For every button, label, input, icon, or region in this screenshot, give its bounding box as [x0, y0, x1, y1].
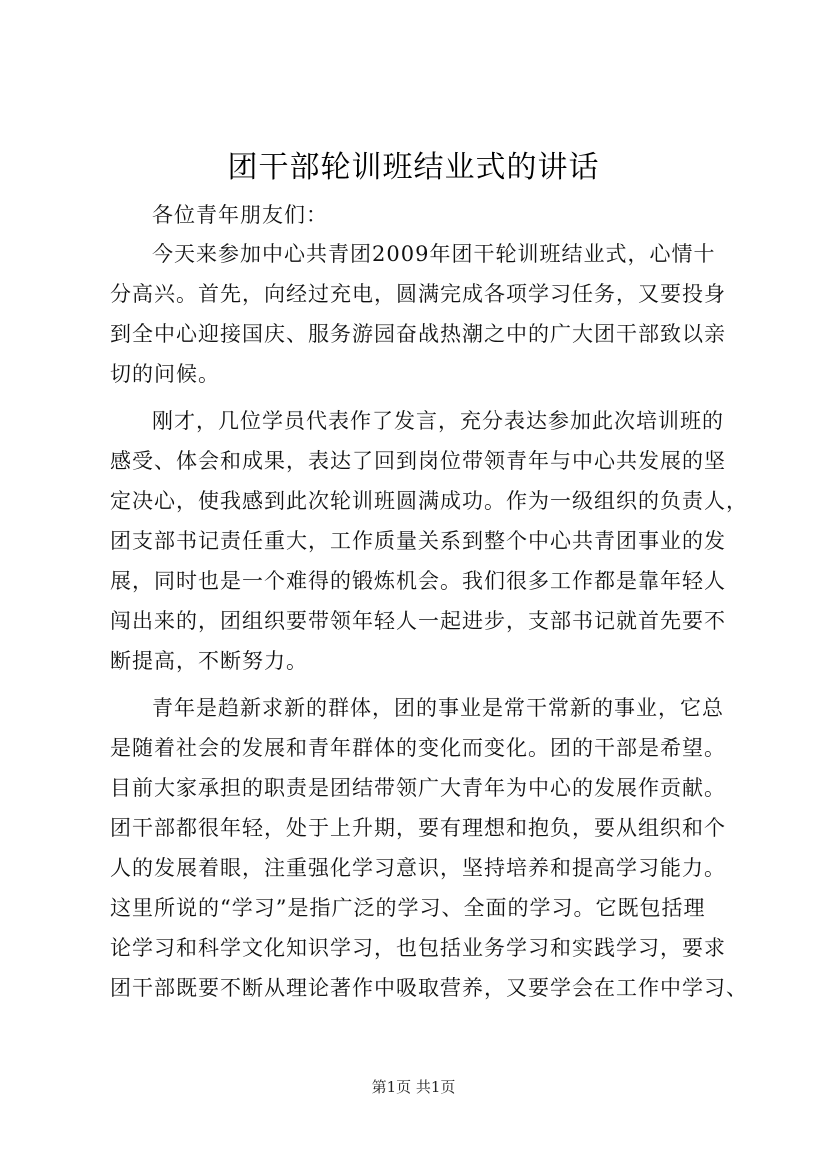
text-line: 到全中心迎接国庆、服务游园奋战热潮之中的广大团干部致以亲: [110, 322, 726, 346]
text-line: 团支部书记责任重大，工作质量关系到整个中心共青团事业的发: [110, 529, 726, 553]
text-line: 定决心，使我感到此次轮训班圆满成功。作为一级组织的负责人，: [110, 489, 748, 513]
text-line: 切的问候。: [110, 362, 220, 386]
text-line: 论学习和科学文化知识学习，也包括业务学习和实践学习，要求: [110, 936, 726, 960]
text-line: 这里所说的“学习”是指广泛的学习、全面的学习。它既包括理: [110, 896, 706, 920]
text-line: 今天来参加中心共青团2009年团干轮训班结业式，心情十: [152, 242, 716, 266]
text-line: 感受、体会和成果，表达了回到岗位带领青年与中心共发展的坚: [110, 449, 726, 473]
text-line: 人的发展着眼，注重强化学习意识，坚持培养和提高学习能力。: [110, 856, 726, 880]
text-line: 展，同时也是一个难得的锻炼机会。我们很多工作都是靠年轻人: [110, 569, 726, 593]
text-line: 刚才，几位学员代表作了发言，充分表达参加此次培训班的: [152, 409, 724, 433]
text-line: 断提高，不断努力。: [110, 649, 308, 673]
document-title: 团干部轮训班结业式的讲话: [227, 150, 600, 185]
page-number-footer: 第1页 共1页: [371, 1078, 456, 1096]
text-line: 目前大家承担的职责是团结带领广大青年为中心的发展作贡献。: [110, 776, 726, 800]
text-line: 闯出来的，团组织要带领年轻人一起进步，支部书记就首先要不: [110, 609, 726, 633]
text-line: 青年是趋新求新的群体，团的事业是常干常新的事业，它总: [152, 696, 724, 720]
text-line: 各位青年朋友们：: [152, 203, 328, 227]
text-line: 团干部都很年轻，处于上升期，要有理想和抱负，要从组织和个: [110, 816, 726, 840]
text-line: 是随着社会的发展和青年群体的变化而变化。团的干部是希望。: [110, 736, 726, 760]
text-line: 团干部既要不断从理论著作中吸取营养，又要学会在工作中学习、: [110, 976, 748, 1000]
text-line: 分高兴。首先，向经过充电，圆满完成各项学习任务，又要投身: [110, 282, 726, 306]
